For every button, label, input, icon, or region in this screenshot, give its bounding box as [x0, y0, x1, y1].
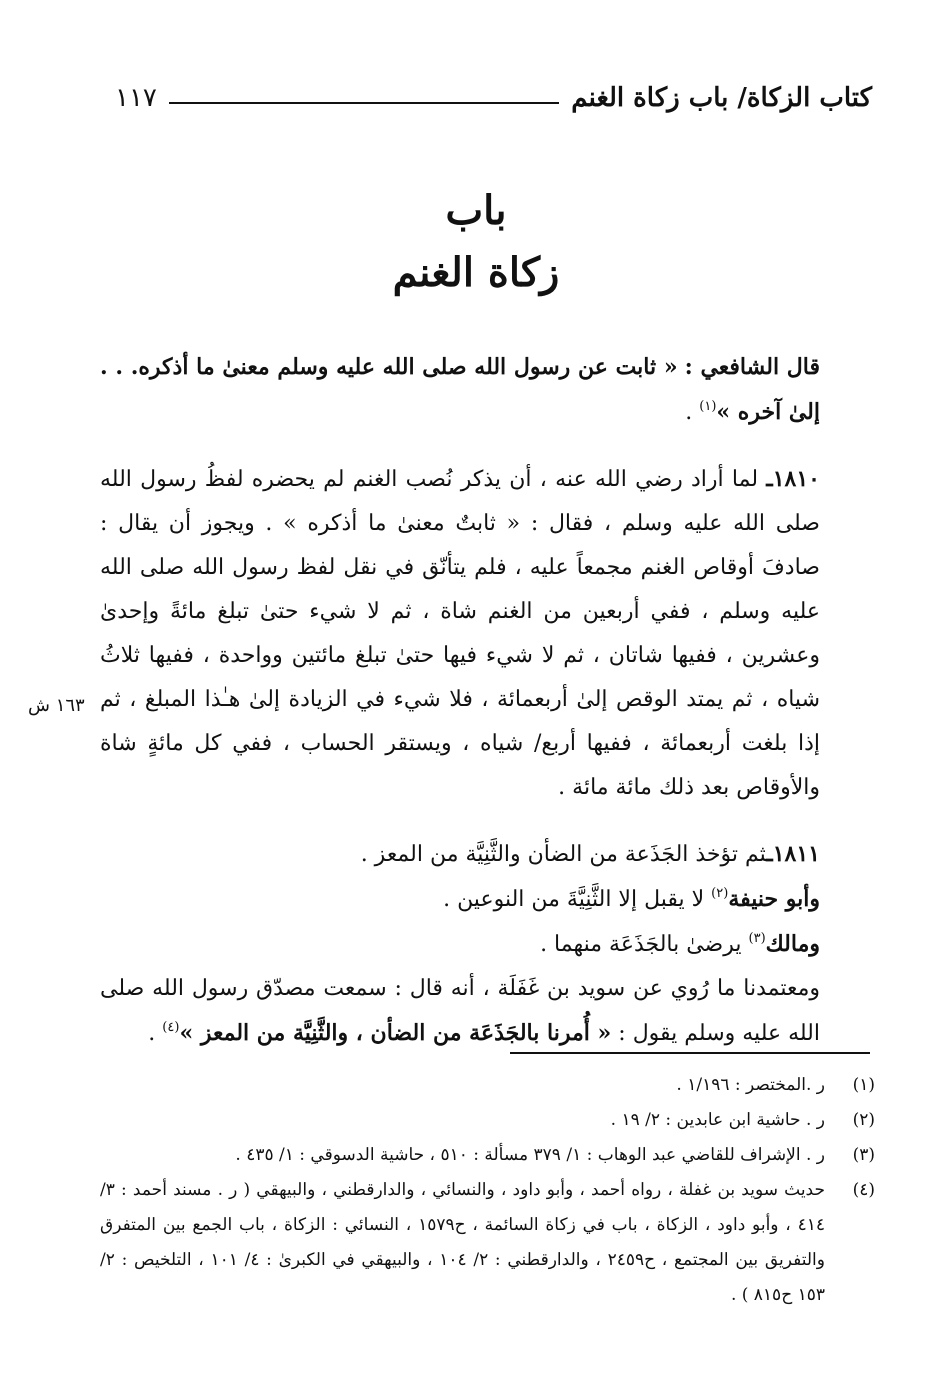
paragraph-1810 [100, 457, 860, 810]
footnote-ref: (٣) [748, 931, 766, 946]
paragraph-malik [100, 922, 860, 967]
running-header [115, 78, 872, 118]
footnote-ref: (١) [699, 399, 717, 414]
footnote-item [100, 1173, 875, 1313]
footnote-number: (٢) [852, 1110, 875, 1130]
paragraph-evidence [100, 967, 860, 1056]
footnote-ref: (٢) [711, 886, 729, 901]
footnote-text: ر . حاشية ابن عابدين : ٢/ ١٩ . [610, 1110, 825, 1130]
paragraph-shafii [100, 345, 860, 435]
footnote-separator [510, 1052, 870, 1054]
header-rule [169, 102, 559, 104]
running-title: كتاب الزكاة/ باب زكاة الغنم [571, 83, 872, 113]
paragraph-lead: ومالك [765, 931, 820, 957]
paragraph-number: ١٨١١ـ [766, 841, 820, 867]
paragraph-text: ومعتمدنا ما رُوي عن سويد بن غَفَلَة ، أنه قال : سمعت مصدّق رسول الله صلى الله عليه وسلم يقول : [100, 976, 820, 1046]
footnote-text: ر . الإشراف للقاضي عبد الوهاب : ١/ ٣٧٩ مسألة : ٥١٠ ، حاشية الدسوقي : ١/ ٤٣٥ . [235, 1145, 825, 1165]
footnote-number: (١) [852, 1075, 875, 1095]
paragraph-abu-hanifa [100, 877, 860, 922]
footnote-number: (٣) [852, 1145, 875, 1165]
paragraph-number: ١٨١٠ـ [766, 466, 820, 492]
margin-note: ١٦٣ ش [28, 695, 85, 716]
paragraph-text: يرضىٰ بالجَذَعَة منهما . [540, 932, 749, 957]
page-number: ١١٧ [115, 83, 157, 113]
footnote-item [100, 1138, 875, 1173]
footnote-item [100, 1103, 875, 1138]
footnote-text: حديث سويد بن غفلة ، رواه أحمد ، وأبو داود ، والنسائي ، والدارقطني ، والبيهقي ( ر . مسند أحمد : ٣/ ٤١٤ ، وأبو داود ، الزكاة ، باب في زكاة السائمة ، ح١٥٧٩ ، النسائي : الزكاة ، باب الجمع بين المتفرق والتفريق بين المجتمع ، ح٢٤٥٩ ، والدارقطني : ٢/ ١٠٤ ، والبيهقي في الكبرىٰ : ٤/ ١٠١ ، التلخيص : ٢/ ١٥٣ ح٨١٥ ) . [100, 1180, 825, 1305]
paragraph-text: ثم تؤخذ الجَذَعة من الضأن والثَّنِيَّة من المعز . [360, 842, 767, 867]
chapter-heading [0, 180, 952, 304]
footnote-ref: (٤) [162, 1020, 180, 1035]
footnotes [100, 1068, 875, 1313]
paragraph-1811 [100, 832, 860, 877]
paragraph-lead: وأبو حنيفة [728, 886, 820, 912]
paragraph-lead: قال الشافعي : [684, 354, 820, 380]
footnote-text: ر .المختصر : ١/١٩٦ . [676, 1075, 825, 1095]
paragraph-text: لا يقبل إلا الثَّنِيَّةَ من النوعين . [443, 887, 712, 912]
quotation: « ثابت عن رسول الله صلى الله عليه وسلم معنىٰ ما أذكره. . . إلىٰ آخره » [100, 354, 820, 425]
footnote-number: (٤) [852, 1180, 875, 1200]
quotation: « أُمرنا بالجَذَعَة من الضأن ، والثَّنِيَّة من المعز » [179, 1020, 612, 1046]
chapter-heading-line-2: زكاة الغنم [392, 249, 560, 296]
paragraph-tail: . [685, 400, 700, 425]
paragraph-text: لما أراد رضي الله عنه ، أن يذكر نُصب الغنم لم يحضره لفظُ رسول الله صلى الله عليه وسلم ، فقال : « ثابتٌ معنىٰ ما أذكره » . ويجوز أن يقال : صادفَ أوقاص الغنم مجمعاً عليه ، فلم يتأنّق في نقل لفظ رسول الله صلى الله عليه وسلم ، ففي أربعين من الغنم شاة ، ثم لا شيء حتىٰ تبلغ مائةً وإحدىٰ وعشرين ، ففيها شاتان ، ثم لا شيء فيها حتىٰ تبلغ مائتين وواحدة ، ففيها ثلاثُ شياه ، ثم يمتد الوقص إلىٰ أربعمائة ، فلا شيء في الزيادة إلىٰ هـٰذا المبلغ ، ثم إذا بلغت أربعمائة ، ففيها أربع/ شياه ، ويستقر الحساب ، ففي كل مائةٍ شاة والأوقاص بعد ذلك مائة مائة . [100, 467, 820, 800]
footnote-item [100, 1068, 875, 1103]
chapter-heading-line-1: باب [445, 187, 507, 234]
main-text [100, 345, 860, 1056]
paragraph-tail: . [148, 1021, 163, 1046]
